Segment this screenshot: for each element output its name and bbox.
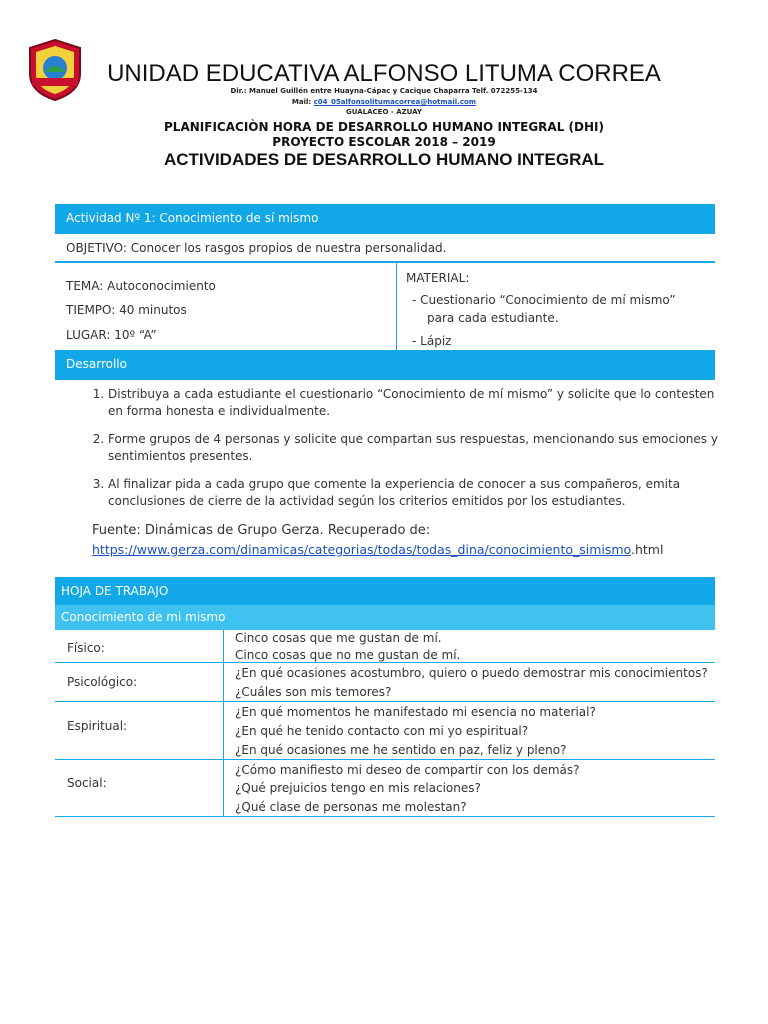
row-divider — [55, 662, 715, 663]
mail-label: Mail: — [291, 98, 314, 106]
question: Cinco cosas que no me gustan de mí. — [235, 648, 461, 662]
step-item: 3. Al finalizar pida a cada grupo que comente la experiencia de conocer a sus compañeros, emita conclusiones de cierre de la actividad según los criterios emitidos por los estudiantes. — [108, 476, 718, 510]
school-mail — [0, 98, 768, 106]
worksheet-subtitle: Conocimiento de mi mismo — [61, 610, 226, 624]
bullet-icon: - — [412, 293, 417, 307]
source-link[interactable]: https://www.gerza.com/dinamicas/categorias/todas/todas_dina/conocimiento_simismo — [92, 542, 631, 557]
worksheet-title: HOJA DE TRABAJO — [61, 584, 169, 598]
row-divider — [55, 759, 715, 760]
desarrollo-title: Desarrollo — [66, 357, 127, 371]
project-year: PROYECTO ESCOLAR 2018 – 2019 — [272, 135, 496, 149]
divider — [55, 261, 715, 263]
planning-title: PLANIFICACIÒN HORA DE DESARROLLO HUMANO INTEGRAL (DHI) — [164, 120, 604, 134]
question: ¿Cuáles son mis temores? — [235, 685, 392, 699]
mail-link[interactable]: c04_05alfonsolitumacorrea@hotmail.com — [313, 98, 477, 106]
row-divider — [55, 816, 715, 817]
step-item: 2. Forme grupos de 4 personas y solicite que compartan sus respuestas, mencionando sus emociones y sentimientos presentes. — [108, 431, 718, 465]
objective — [66, 241, 446, 255]
source-suffix: .html — [631, 542, 664, 557]
material-item: - Lápiz — [412, 334, 452, 348]
tiempo-label: TIEMPO: — [66, 303, 116, 317]
question: ¿En qué he tenido contacto con mi yo espiritual? — [235, 724, 529, 738]
question: ¿En qué ocasiones acostumbro, quiero o puedo demostrar mis conocimientos? — [235, 666, 708, 680]
material-item: - Cuestionario “Conocimiento de mí mismo” — [412, 293, 676, 307]
tema-label: TEMA: — [66, 279, 104, 293]
material-item-cont: para cada estudiante. — [427, 311, 559, 325]
worksheet-title-bar — [55, 577, 715, 605]
school-city: GUALACEO - AZUAY — [346, 108, 422, 116]
question: Cinco cosas que me gustan de mí. — [235, 631, 442, 645]
tiempo-value: 40 minutos — [115, 303, 187, 317]
question: ¿Qué prejuicios tengo en mis relaciones? — [235, 781, 481, 795]
tiempo — [66, 303, 187, 317]
school-name: UNIDAD EDUCATIVA ALFONSO LITUMA CORREA — [107, 60, 661, 87]
lugar-value: 10º “A” — [110, 328, 157, 342]
question: ¿Cómo manifiesto mi deseo de compartir con los demás? — [235, 763, 580, 777]
row-divider — [55, 701, 715, 702]
activity-title: Actividad Nº 1: Conocimiento de sí mismo — [66, 211, 319, 225]
objective-label: OBJETIVO: — [66, 241, 127, 255]
school-address: Dir.: Manuel Guillén entre Huayna-Cápac y Cacique Chaparra Telf. 072255-134 — [230, 87, 538, 95]
tema — [66, 279, 216, 293]
question: ¿En qué momentos he manifestado mi esencia no material? — [235, 705, 596, 719]
desarrollo-steps — [90, 386, 718, 521]
main-title: ACTIVIDADES DE DESARROLLO HUMANO INTEGRAL — [163, 150, 605, 169]
worksheet-subtitle-bar — [55, 605, 715, 630]
objective-text: Conocer los rasgos propios de nuestra personalidad. — [126, 241, 447, 255]
lugar-label: LUGAR: — [66, 328, 111, 342]
activity-title-bar — [55, 204, 715, 234]
category-label: Social: — [67, 776, 107, 790]
lugar — [66, 328, 157, 342]
desarrollo-bar — [55, 350, 715, 380]
question: ¿En qué ocasiones me he sentido en paz, feliz y pleno? — [235, 743, 567, 757]
column-divider — [396, 262, 397, 350]
source-line — [92, 542, 663, 557]
bullet-icon: - — [412, 334, 417, 348]
question: ¿Qué clase de personas me molestan? — [235, 800, 467, 814]
category-label: Psicológico: — [67, 675, 138, 689]
tema-value: Autoconocimiento — [103, 279, 216, 293]
category-label: Físico: — [67, 641, 105, 655]
source-label: Fuente: Dinámicas de Grupo Gerza. Recuperado de: — [92, 523, 431, 538]
worksheet-column-divider — [223, 630, 224, 816]
material-label: MATERIAL: — [406, 271, 470, 285]
category-label: Espiritual: — [67, 719, 128, 733]
step-item: 1. Distribuya a cada estudiante el cuestionario “Conocimiento de mí mismo” y solicite que lo contesten en forma honesta e individualmente. — [108, 386, 718, 420]
